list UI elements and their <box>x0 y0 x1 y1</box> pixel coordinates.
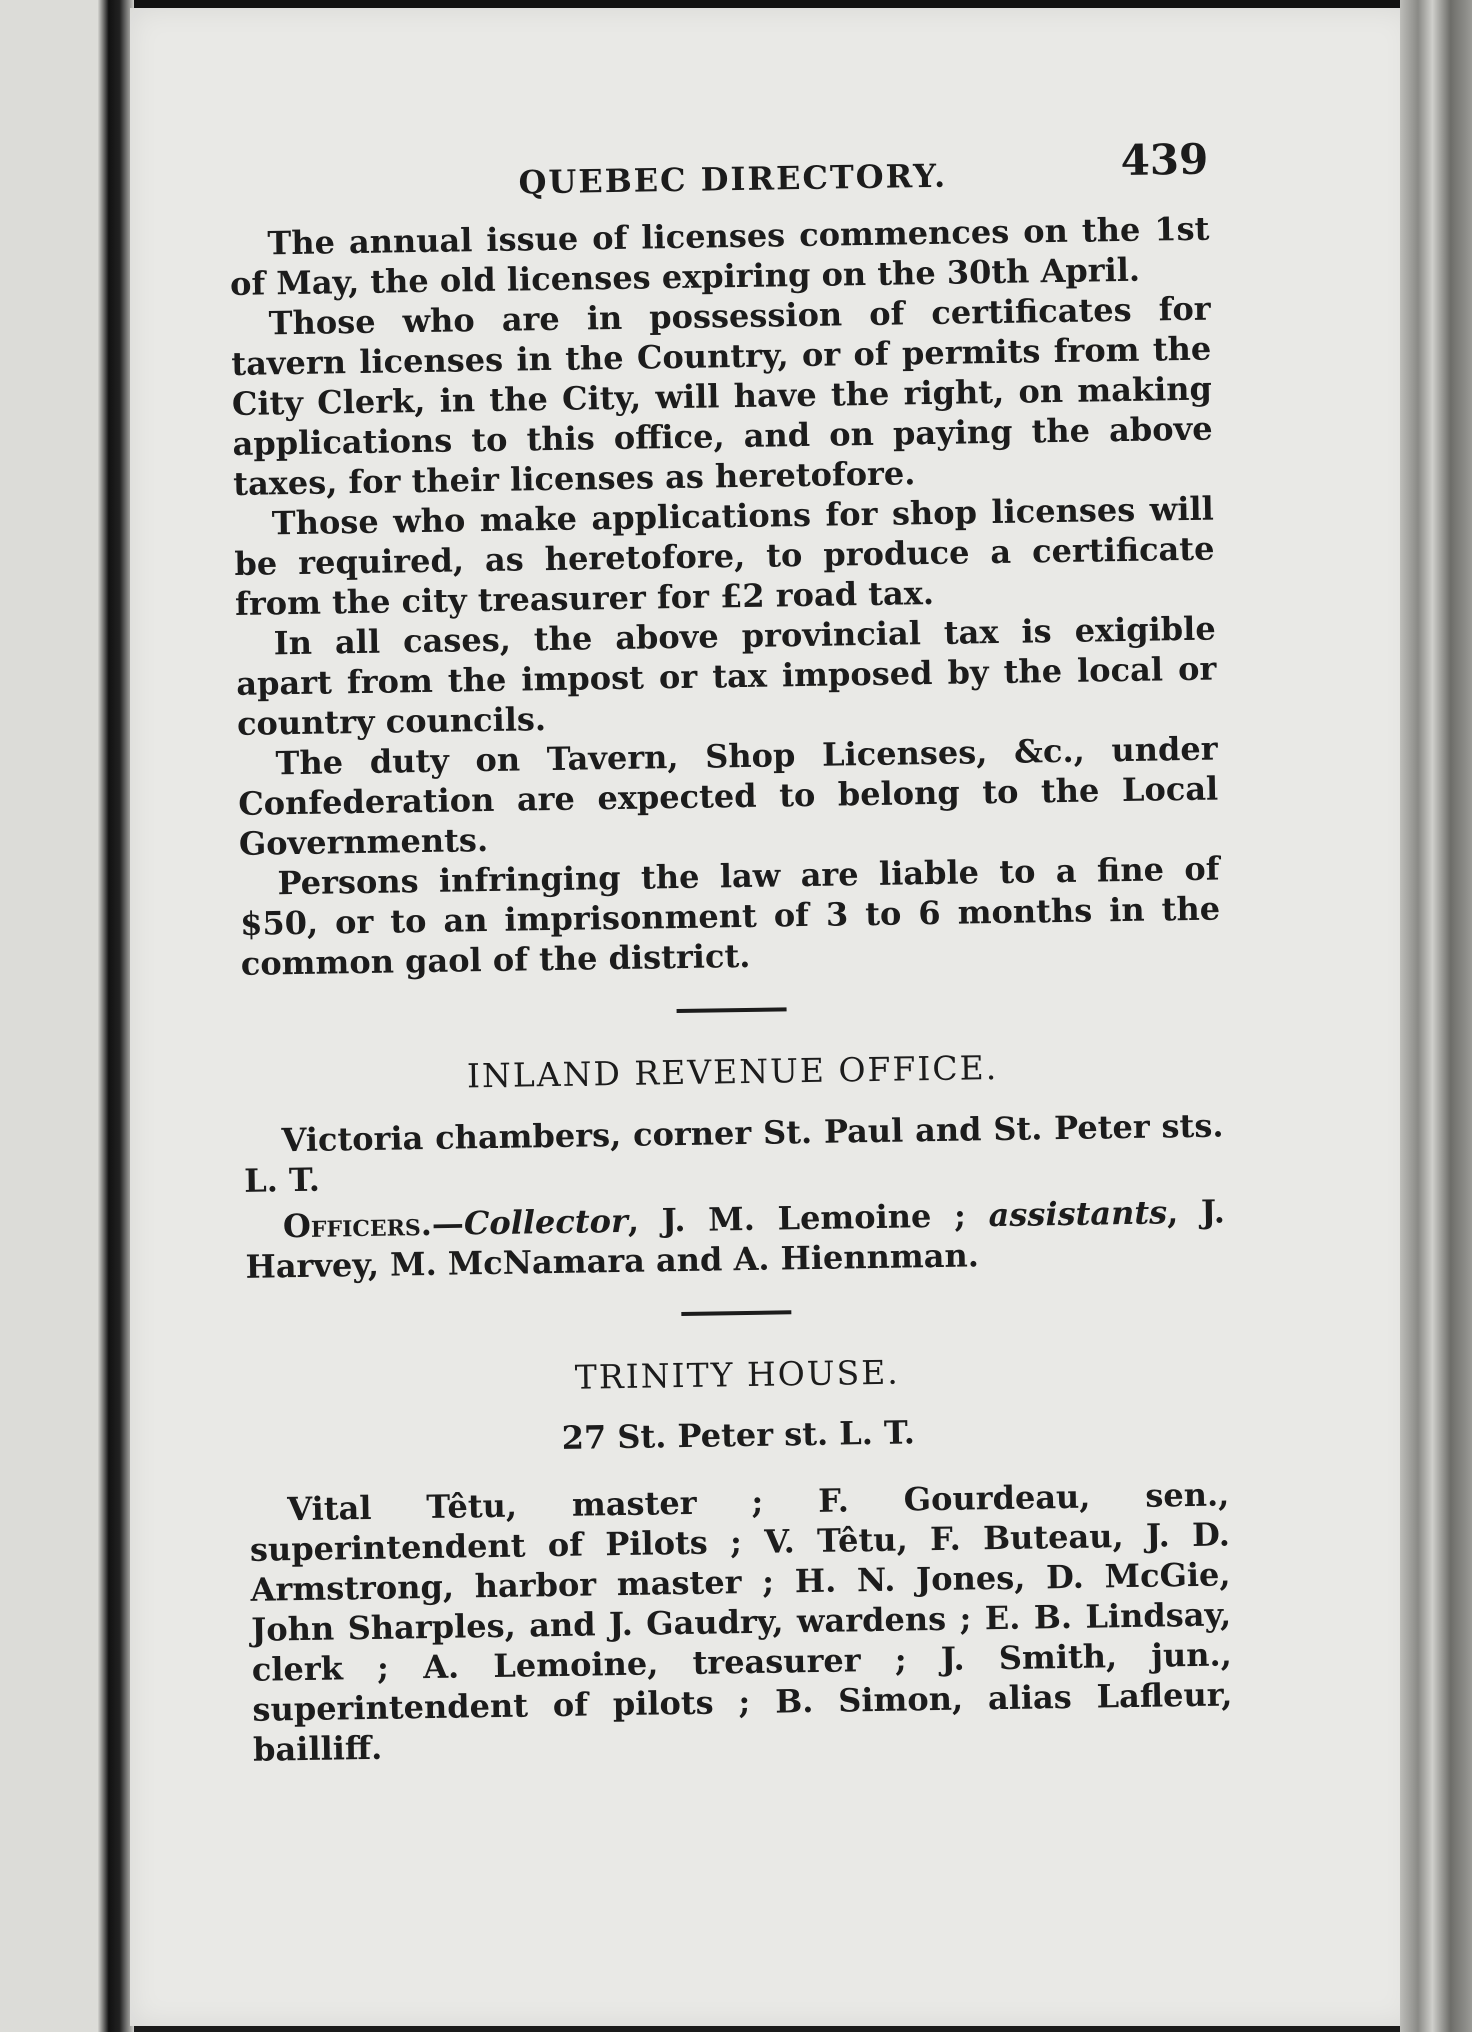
trinity-address: 27 St. Peter st. L. T. <box>561 1413 916 1457</box>
office-address: Victoria chambers, corner St. Paul and St. Peter sts. L. T. <box>243 1106 1224 1200</box>
paragraph: In all cases, the above provincial tax is exigible apart from the impost or tax imposed by the local or country councils. <box>236 609 1217 743</box>
paragraph: Persons infringing the law are liable to a fine of $50, or to an imprisonment of 3 to 6 months in the common gaol of the district. <box>239 849 1221 983</box>
page-content <box>228 135 1233 1770</box>
trinity-house-section <box>247 1347 1233 1769</box>
licenses-section <box>229 209 1221 984</box>
book-gutter <box>98 0 134 2032</box>
scan-top-edge <box>0 0 1472 8</box>
page-number: 439 <box>1120 134 1209 185</box>
paragraph: The annual issue of licenses commences on the 1st of May, the old licenses expiring on the 30th April. <box>229 209 1210 303</box>
officers-paragraph <box>245 1191 1226 1286</box>
collector-label: Collector <box>463 1201 629 1243</box>
section-title: INLAND REVENUE OFFICE. <box>466 1048 999 1096</box>
paragraph: The duty on Tavern, Shop Licenses, &c., under Confederation are expected to belong to the Local Governments. <box>237 729 1219 863</box>
paragraph: Those who are in possession of certificates for tavern licenses in the Country, or of permits from the City Clerk, in the City, will have the right, on making applications to this office, and on paying the above taxes, for their licenses as heretofore. <box>231 289 1213 503</box>
collector-name: , J. M. Lemoine ; <box>627 1196 989 1240</box>
paragraph: Those who make applications for shop licenses will be required, as heretofore, to produce a certificate from the city treasurer for £2 road tax. <box>234 489 1215 623</box>
assistants-names: , J. Harvey, M. McNamara and A. Hiennman. <box>245 1192 1226 1286</box>
section-title: TRINITY HOUSE. <box>574 1352 901 1397</box>
inland-revenue-section <box>242 1044 1225 1286</box>
running-title: QUEBEC DIRECTORY. <box>518 156 948 202</box>
section-divider <box>677 1007 787 1013</box>
page-stack-edge <box>1400 0 1472 2032</box>
section-divider <box>681 1310 791 1316</box>
assistants-label: assistants <box>988 1193 1168 1235</box>
facing-page-edge <box>0 0 108 2032</box>
officers-label: Officers.— <box>282 1204 465 1246</box>
members-paragraph: Vital Têtu, master ; F. Gourdeau, sen., superintendent of Pilots ; V. Têtu, F. Buteau, J. D. Armstrong, harbor master ; H. N. Jones, D. McGie, John Sharples, and J. Gaudry, wardens ; E. B. Lindsay, clerk ; A. Lemoine, treasurer ; J. Smith, jun., superintendent of pilots ; B. Simon, alias Lafleur, bailliff. <box>249 1475 1233 1769</box>
